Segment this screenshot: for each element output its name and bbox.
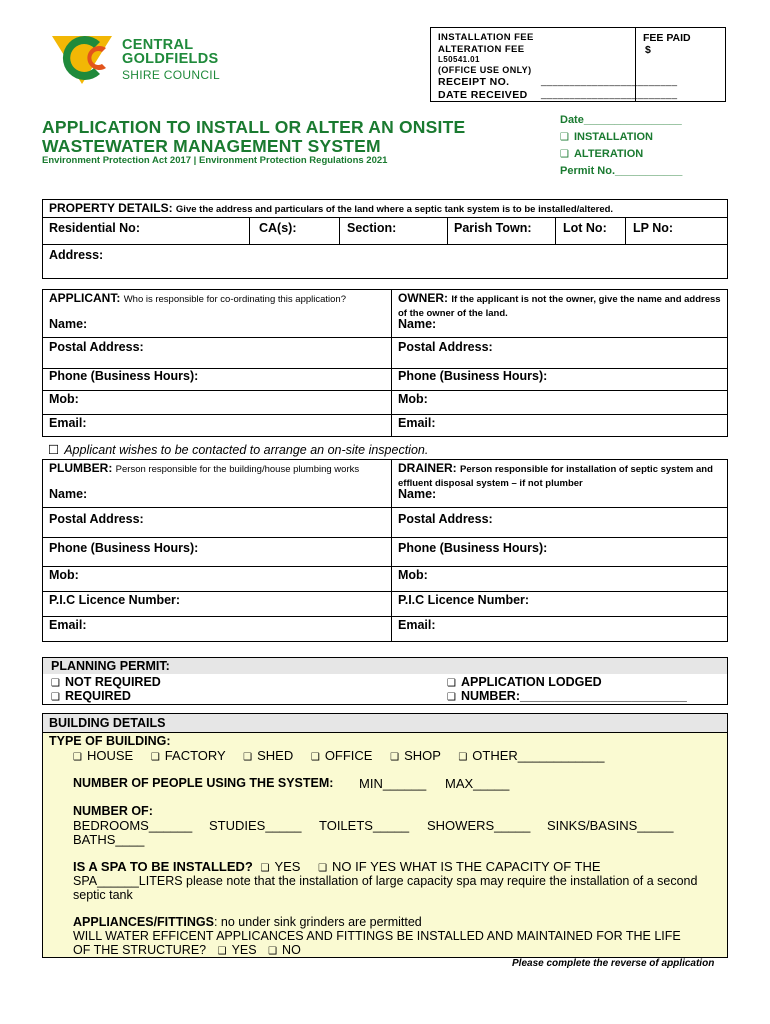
section-field[interactable]: Section: [347, 221, 397, 235]
shed-checkbox[interactable] [243, 748, 293, 763]
owner-note: If the applicant is not the owner, give the name and address of the owner of the land. [398, 294, 721, 319]
application-lodged-label: APPLICATION LODGED [460, 675, 602, 689]
plumber-postal-field[interactable]: Postal Address: [49, 512, 144, 526]
lot-no-field[interactable]: Lot No: [563, 221, 607, 235]
applicant-heading-label: APPLICANT: [49, 291, 121, 305]
spa-no-label: NO IF YES WHAT IS THE CAPACITY OF THE [332, 859, 601, 874]
logo-icon [50, 28, 120, 86]
appliances-heading: APPLIANCES/FITTINGS [73, 915, 214, 929]
other-label: OTHER____________ [472, 748, 605, 763]
required-checkbox[interactable] [51, 689, 131, 703]
date-field[interactable]: Date________________ [560, 114, 682, 126]
alteration-fee-label: ALTERATION FEE [438, 44, 525, 55]
applicant-phone-field[interactable]: Phone (Business Hours): [49, 369, 199, 383]
property-details-section [42, 199, 728, 279]
water-question-end: OF THE STRUCTURE? [73, 943, 207, 957]
plumber-drainer-section [42, 459, 728, 642]
owner-phone-field[interactable]: Phone (Business Hours): [398, 369, 548, 383]
shop-checkbox[interactable] [390, 748, 441, 763]
office-label: OFFICE [324, 748, 373, 763]
drainer-name-field[interactable]: Name: [398, 487, 437, 501]
house-checkbox[interactable] [73, 748, 133, 763]
owner-mob-field[interactable]: Mob: [398, 392, 428, 406]
drainer-heading-label: DRAINER: [398, 461, 457, 475]
act-reference: Environment Protection Act 2017 | Environment Protection Regulations 2021 [42, 155, 388, 166]
contact-note: Applicant wishes to be contacted to arrange an on-site inspection. [64, 443, 429, 457]
plumber-heading [49, 462, 384, 476]
plumber-phone-field[interactable]: Phone (Business Hours): [49, 541, 199, 555]
number-of-label: NUMBER OF: [73, 804, 153, 818]
ca-field[interactable]: CA(s): [259, 221, 297, 235]
drainer-postal-field[interactable]: Postal Address: [398, 512, 493, 526]
date-received-line[interactable]: ________________________ [541, 89, 678, 100]
building-heading: BUILDING DETAILS [49, 716, 166, 730]
contact-checkbox[interactable] [48, 442, 428, 457]
lp-no-field[interactable]: LP No: [633, 221, 674, 235]
plumber-licence-field[interactable]: P.I.C Licence Number: [49, 593, 181, 607]
form-title-line-1: APPLICATION TO INSTALL OR ALTER AN ONSITE [42, 117, 466, 137]
drainer-heading [398, 462, 723, 490]
applicant-email-field[interactable]: Email: [49, 416, 87, 430]
owner-name-field[interactable]: Name: [398, 317, 437, 331]
property-heading [49, 201, 613, 215]
owner-heading-label: OWNER: [398, 291, 448, 305]
plumber-mob-field[interactable]: Mob: [49, 568, 79, 582]
fee-paid-dollar[interactable]: $ [645, 44, 651, 56]
logo-line-2: GOLDFIELDS [122, 51, 219, 67]
not-required-checkbox[interactable] [51, 675, 161, 689]
date-received-label: DATE RECEIVED [438, 89, 528, 101]
drainer-email-field[interactable]: Email: [398, 618, 436, 632]
receipt-no-line[interactable]: ________________________ [541, 76, 678, 87]
spa-question: IS A SPA TO BE INSTALLED? [73, 859, 253, 874]
planning-permit-section [42, 657, 728, 705]
applicant-heading [49, 292, 379, 306]
council-logo [50, 28, 260, 88]
alteration-label: ALTERATION [573, 148, 644, 160]
required-label: REQUIRED [64, 689, 131, 703]
drainer-phone-field[interactable]: Phone (Business Hours): [398, 541, 548, 555]
factory-checkbox[interactable] [151, 748, 226, 763]
spa-yes-checkbox[interactable] [260, 859, 300, 874]
fee-paid-label: FEE PAID [643, 32, 691, 44]
building-types-row [73, 748, 605, 763]
planning-heading: PLANNING PERMIT: [51, 659, 170, 673]
owner-postal-field[interactable]: Postal Address: [398, 340, 493, 354]
property-note: Give the address and particulars of the land where a septic tank system is to be installed/altered. [175, 204, 614, 215]
spa-question-row [73, 859, 601, 874]
max-field[interactable]: MAX_____ [445, 776, 510, 791]
studies-field[interactable]: STUDIES_____ [209, 818, 302, 833]
house-label: HOUSE [86, 748, 134, 763]
appliances-note: : no under sink grinders are permitted [213, 915, 422, 929]
water-yes-label: YES [231, 943, 257, 957]
septic-tank-note: septic tank [73, 888, 133, 902]
owner-email-field[interactable]: Email: [398, 416, 436, 430]
logo-line-1: CENTRAL [122, 37, 194, 53]
application-lodged-checkbox[interactable] [447, 675, 602, 689]
baths-field[interactable]: BATHS____ [73, 832, 145, 847]
spa-no-checkbox[interactable] [318, 859, 600, 874]
shed-label: SHED [257, 748, 294, 763]
building-details-section [42, 713, 728, 958]
form-title-line-2: WASTEWATER MANAGEMENT SYSTEM [42, 136, 381, 156]
drainer-licence-field[interactable]: P.I.C Licence Number: [398, 593, 530, 607]
people-label: NUMBER OF PEOPLE USING THE SYSTEM: [73, 776, 334, 790]
water-no-checkbox[interactable] [268, 943, 301, 957]
office-checkbox[interactable] [311, 748, 373, 763]
appliances-row [73, 915, 422, 929]
applicant-note: Who is responsible for co-ordinating this application? [123, 294, 347, 305]
shop-label: SHOP [404, 748, 441, 763]
installation-fee-label: INSTALLATION FEE [438, 32, 534, 43]
property-heading-label: PROPERTY DETAILS: [49, 201, 173, 215]
showers-field[interactable]: SHOWERS_____ [427, 818, 531, 833]
checkbox-icon: ☐ [48, 443, 60, 457]
type-of-building-heading: TYPE OF BUILDING: [49, 734, 171, 748]
spa-capacity-field[interactable]: SPA______LITERS please note that the installation of large capacity spa may require the installation of a second [73, 874, 698, 888]
sinks-field[interactable]: SINKS/BASINS_____ [547, 818, 674, 833]
number-label: NUMBER:________________________ [460, 689, 687, 703]
installation-label: INSTALLATION [573, 131, 653, 143]
applicant-mob-field[interactable]: Mob: [49, 392, 79, 406]
office-use-label: (OFFICE USE ONLY) [438, 65, 532, 75]
water-question: WILL WATER EFFICENT APPLICANCES AND FITTINGS BE INSTALLED AND MAINTAINED FOR THE LIFE [73, 929, 681, 943]
installation-checkbox[interactable] [560, 131, 653, 143]
alteration-checkbox[interactable] [560, 148, 643, 160]
factory-label: FACTORY [164, 748, 226, 763]
applicant-owner-section [42, 289, 728, 437]
address-field[interactable]: Address: [49, 248, 104, 262]
not-required-label: NOT REQUIRED [64, 675, 161, 689]
water-yes-checkbox[interactable] [218, 943, 257, 957]
office-use-box [430, 27, 726, 102]
drainer-note: Person responsible for installation of septic system and effluent disposal system – if not plumber [398, 464, 713, 489]
number-field[interactable] [447, 689, 687, 703]
drainer-mob-field[interactable]: Mob: [398, 568, 428, 582]
applicant-postal-field[interactable]: Postal Address: [49, 340, 144, 354]
applicant-name-field[interactable]: Name: [49, 317, 88, 331]
logo-line-3: SHIRE COUNCIL [122, 68, 220, 82]
permit-no-field[interactable]: Permit No.___________ [560, 165, 683, 177]
water-no-label: NO [282, 943, 301, 957]
plumber-email-field[interactable]: Email: [49, 618, 87, 632]
plumber-note: Person responsible for the building/house plumbing works [115, 464, 360, 475]
min-field[interactable]: MIN______ [359, 776, 427, 791]
residential-no-field[interactable]: Residential No: [49, 221, 140, 235]
water-question-row [73, 943, 301, 957]
plumber-heading-label: PLUMBER: [49, 461, 113, 475]
spa-yes-label: YES [274, 859, 301, 874]
form-code: L50541.01 [438, 55, 480, 64]
plumber-name-field[interactable]: Name: [49, 487, 88, 501]
bedrooms-field[interactable]: BEDROOMS______ [73, 818, 193, 833]
other-checkbox[interactable] [458, 748, 604, 763]
receipt-no-label: RECEIPT NO. [438, 76, 510, 88]
toilets-field[interactable]: TOILETS_____ [319, 818, 410, 833]
parish-town-field[interactable]: Parish Town: [454, 221, 532, 235]
footer-note: Please complete the reverse of application [512, 958, 715, 969]
owner-heading [398, 292, 723, 320]
